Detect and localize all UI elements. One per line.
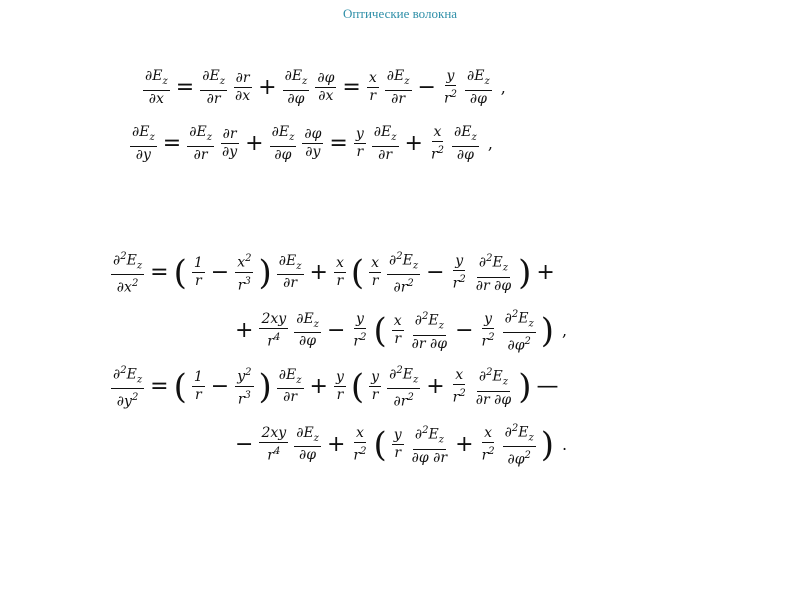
denominator: $\partial x^2$ (116, 278, 139, 297)
fraction (480, 311, 497, 351)
fraction (369, 255, 381, 290)
fraction (277, 367, 304, 407)
parenthesis: ( (173, 366, 187, 407)
numerator: $\partial^2E_z$ (111, 362, 144, 389)
numerator: x (371, 255, 380, 272)
numerator: $\partial^2E_z$ (413, 422, 446, 449)
fraction (192, 255, 205, 290)
numerator: $\partial^2E_z$ (111, 248, 144, 275)
numerator: x (368, 70, 377, 87)
denominator: ∂φ ∂r (411, 449, 448, 466)
numerator: $\partial E_z$ (187, 124, 214, 147)
operator: — (536, 374, 559, 400)
numerator: ∂r (222, 126, 237, 143)
numerator: 1 (193, 255, 203, 272)
parenthesis: ) (518, 252, 532, 293)
operator: = (175, 75, 195, 101)
fraction (259, 425, 288, 465)
fraction (451, 253, 468, 293)
operator: − (426, 260, 445, 286)
numerator: y (455, 252, 464, 269)
fraction (187, 124, 214, 164)
numerator: $\partial E_z$ (277, 367, 304, 390)
numerator: y (371, 369, 380, 386)
numerator: $\partial^2E_z$ (503, 306, 536, 333)
denominator: r (336, 273, 344, 290)
fraction (451, 367, 468, 407)
denominator: ∂r ∂φ (475, 391, 512, 408)
denominator: ∂x (234, 88, 251, 105)
denominator: $r^4$ (267, 331, 281, 350)
equation-d2Ez-dy2-part1 (108, 362, 561, 411)
fraction (334, 255, 346, 290)
numerator: y (355, 126, 364, 143)
fraction (474, 250, 513, 294)
operator: = (150, 374, 169, 400)
parenthesis: ) (540, 310, 555, 351)
numerator: $\partial E_z$ (200, 68, 227, 91)
denominator: $\partial r^2$ (393, 278, 414, 297)
denominator: ∂r (378, 146, 393, 163)
fraction (143, 68, 170, 108)
denominator: ∂y (305, 144, 321, 161)
operator: + (326, 432, 346, 458)
fraction (259, 311, 288, 351)
fraction (452, 124, 479, 164)
fraction (410, 422, 449, 466)
equation-d2Ez-dx2-part1 (108, 248, 558, 297)
numerator: $\partial^2E_z$ (477, 250, 510, 277)
fraction (351, 311, 368, 351)
operator: + (309, 260, 328, 286)
numerator: $\partial E_z$ (465, 68, 492, 91)
denominator: ∂r (206, 90, 221, 107)
numerator: $\partial^2E_z$ (413, 308, 446, 335)
numerator: x (484, 424, 493, 441)
numerator: ∂r (235, 70, 250, 87)
parenthesis: ( (373, 310, 387, 351)
numerator: $\partial^2E_z$ (477, 364, 510, 391)
page-title: Оптические волокна (342, 6, 458, 21)
numerator: $\partial^2E_z$ (503, 420, 536, 447)
denominator: ∂r ∂φ (411, 335, 448, 352)
denominator: r (371, 387, 379, 404)
fraction (503, 420, 536, 469)
parenthesis: ) (258, 366, 272, 407)
numerator: x (393, 313, 402, 330)
punctuation: , (500, 78, 506, 98)
denominator: ∂y (135, 146, 151, 163)
punctuation: , (487, 134, 493, 154)
numerator: y (355, 310, 364, 327)
fraction (334, 369, 346, 404)
fraction (442, 68, 459, 108)
denominator: r (371, 273, 379, 290)
fraction (270, 124, 297, 164)
numerator: 2xy (261, 310, 287, 327)
operator: + (309, 374, 328, 400)
denominator: $r^2$ (353, 331, 367, 350)
operator: + (455, 432, 474, 458)
denominator: ∂r (283, 275, 298, 292)
operator: + (245, 131, 264, 157)
denominator: ∂φ (299, 333, 317, 350)
fraction (233, 70, 252, 105)
parenthesis: ) (258, 252, 272, 293)
operator: − (455, 318, 474, 344)
denominator: $r^3$ (237, 390, 251, 408)
numerator: $\partial^2E_z$ (387, 248, 420, 275)
operator: = (342, 75, 361, 101)
parenthesis: ( (173, 252, 187, 293)
fraction (429, 124, 446, 164)
numerator: $\partial E_z$ (452, 124, 479, 147)
operator: = (162, 131, 182, 157)
denominator: $\partial\varphi^2$ (507, 336, 531, 355)
denominator: $r^2$ (452, 387, 466, 406)
equation-d2Ez-dy2-part2 (232, 420, 567, 469)
fraction (351, 425, 368, 465)
numerator: $y^2$ (235, 364, 253, 387)
operator: = (150, 260, 169, 286)
numerator: $\partial E_z$ (270, 124, 297, 147)
denominator: ∂r (193, 146, 208, 163)
fraction (385, 68, 412, 108)
denominator: $r^2$ (481, 331, 495, 350)
fraction (302, 126, 323, 161)
denominator: ∂y (221, 144, 238, 161)
numerator: x (433, 124, 442, 141)
punctuation: , (562, 321, 568, 341)
operator: = (329, 131, 348, 157)
denominator: $\partial y^2$ (116, 392, 139, 411)
denominator: $r^2$ (430, 145, 445, 163)
fraction (503, 306, 536, 355)
fraction (130, 124, 157, 164)
numerator: y (484, 310, 493, 327)
operator: + (536, 260, 555, 286)
fraction (387, 362, 420, 411)
parenthesis: ( (373, 424, 387, 465)
fraction (200, 68, 227, 108)
numerator: $\partial^2E_z$ (387, 362, 420, 389)
denominator: r (394, 331, 402, 348)
fraction (111, 362, 144, 411)
numerator: y (335, 369, 344, 386)
numerator: x (455, 366, 464, 383)
denominator: r (336, 387, 344, 404)
numerator: $\partial E_z$ (277, 253, 304, 276)
fraction (294, 311, 321, 351)
fraction (294, 425, 321, 465)
equation-d2Ez-dx2-part2 (232, 306, 567, 355)
operator: + (258, 75, 277, 101)
fraction (220, 126, 239, 161)
denominator: ∂φ (287, 90, 305, 107)
parenthesis: ) (540, 424, 555, 465)
denominator: r (356, 144, 364, 161)
numerator: $\partial E_z$ (283, 68, 310, 91)
denominator: ∂φ (456, 146, 474, 163)
fraction (277, 253, 304, 293)
denominator: ∂r ∂φ (475, 277, 512, 294)
fraction (392, 427, 404, 462)
denominator: ∂x (148, 90, 164, 107)
operator: − (210, 374, 230, 400)
fraction (372, 124, 399, 164)
numerator: $\partial E_z$ (372, 124, 399, 147)
numerator: x (335, 255, 344, 272)
numerator: $\partial E_z$ (294, 425, 321, 448)
denominator: $r^3$ (237, 276, 251, 294)
denominator: ∂φ (469, 90, 487, 107)
denominator: $r^2$ (481, 445, 495, 464)
operator: + (235, 318, 254, 344)
denominator: $r^2$ (353, 445, 367, 464)
denominator: $\partial\varphi^2$ (507, 450, 531, 469)
numerator: y (446, 68, 455, 85)
parenthesis: ( (350, 366, 365, 407)
equation-dEz-dx (140, 68, 506, 108)
numerator: ∂φ (304, 126, 322, 143)
numerator: $x^2$ (235, 250, 253, 273)
operator: + (404, 131, 423, 157)
operator: − (235, 432, 254, 458)
denominator: $r^4$ (267, 445, 281, 464)
punctuation: . (562, 435, 568, 455)
parenthesis: ( (350, 252, 365, 293)
denominator: r (194, 273, 202, 290)
denominator: r (194, 387, 202, 404)
denominator: ∂r (283, 389, 298, 406)
numerator: $\partial E_z$ (130, 124, 157, 147)
numerator: 2xy (261, 424, 287, 441)
denominator: ∂φ (274, 146, 292, 163)
numerator: ∂φ (317, 70, 335, 87)
fraction (410, 308, 449, 352)
operator: + (426, 374, 445, 400)
denominator: r (369, 88, 377, 105)
fraction (192, 369, 205, 404)
fraction (369, 369, 381, 404)
fraction (367, 70, 379, 105)
numerator: y (393, 427, 402, 444)
denominator: $r^2$ (443, 89, 458, 107)
numerator: $\partial E_z$ (385, 68, 412, 91)
fraction (235, 250, 253, 294)
denominator: ∂r (391, 90, 406, 107)
operator: − (210, 260, 230, 286)
numerator: x (355, 424, 364, 441)
fraction (465, 68, 492, 108)
equation-dEz-dy (127, 124, 493, 164)
operator: − (326, 318, 346, 344)
fraction (315, 70, 336, 105)
fraction (387, 248, 420, 297)
fraction (392, 313, 404, 348)
numerator: $\partial E_z$ (294, 311, 321, 334)
fraction (474, 364, 513, 408)
numerator: 1 (193, 369, 203, 386)
fraction (111, 248, 144, 297)
denominator: ∂x (318, 88, 334, 105)
fraction (480, 425, 497, 465)
denominator: $r^2$ (452, 273, 466, 292)
operator: − (417, 75, 436, 101)
parenthesis: ) (518, 366, 532, 407)
denominator: $\partial r^2$ (393, 392, 414, 411)
fraction (235, 364, 253, 408)
fraction (283, 68, 310, 108)
denominator: ∂φ (299, 447, 317, 464)
denominator: r (394, 445, 402, 462)
fraction (354, 126, 366, 161)
numerator: $\partial E_z$ (143, 68, 170, 91)
